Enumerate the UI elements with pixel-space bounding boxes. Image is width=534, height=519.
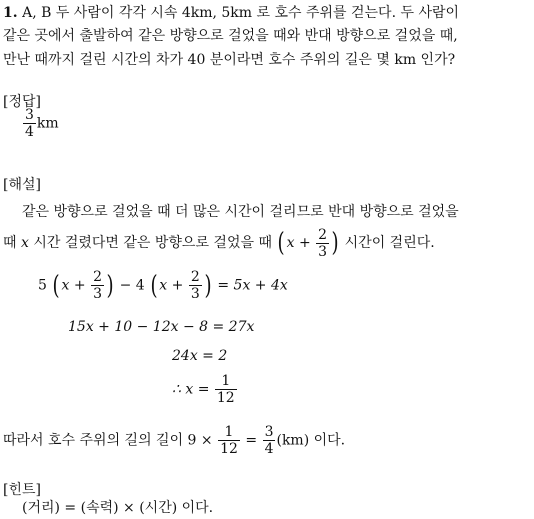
solution-text-2c: 시간이 걸린다. — [344, 235, 435, 251]
equation-3: 24x = 2 — [172, 348, 228, 364]
hint-label: [힌트] — [3, 482, 41, 498]
problem-number: 1. — [3, 5, 18, 21]
answer-value — [22, 108, 59, 139]
two-thirds-fraction: $\frac{2}{3}$ — [318, 226, 328, 260]
problem-line-3: 만난 때까지 걸린 시간의 차가 40 분이라면 호수 주위의 길은 몇 km 인가? — [3, 52, 456, 68]
solution-text-2a: 때 — [3, 235, 17, 251]
solution-text-2b: 시간 걸렸다면 같은 방향으로 걸었을 때 — [33, 235, 272, 251]
equation-1: 5 ( x + $\frac{2}{3}$ ) − 4 ( x + $\frac{2}{3}$ ) = 5x + 4x — [38, 269, 288, 302]
problem-line-2: 같은 곳에서 출발하여 같은 방향으로 걸었을 때와 반대 방향으로 걸었을 때, — [3, 28, 458, 44]
equation-4: ∴ x = $\frac{1}{12}$ — [172, 373, 235, 406]
x-plus: x + — [286, 235, 311, 251]
conclusion-line: 따라서 호수 주위의 길의 길이 9 × $\frac{1}{12}$ = $\frac{3}{4}$ (km) 이다. — [3, 424, 346, 457]
solution-line-2 — [3, 226, 435, 260]
answer-label: [정답] — [3, 94, 41, 110]
problem-text-1: A, B 두 사람이 각각 시속 4km, 5km 로 호수 주위를 걷는다. 두 사람이 — [22, 5, 460, 21]
answer-denominator: 4 — [25, 124, 34, 140]
equation-2: 15x + 10 − 12x − 8 = 27x — [68, 319, 255, 335]
var-x: x — [20, 235, 29, 251]
hint-text: (거리) = (속력) × (시간) 이다. — [22, 500, 214, 516]
problem-line-1 — [3, 3, 459, 23]
paren-expression: ( x + $\frac{2}{3}$ ) — [277, 226, 339, 260]
solution-line-1: 같은 방향으로 걸었을 때 더 많은 시간이 걸리므로 반대 방향으로 걸었을 — [22, 204, 459, 220]
answer-numerator: 3 — [25, 107, 34, 123]
solution-label: [해설] — [3, 177, 41, 193]
answer-unit: km — [36, 115, 59, 132]
answer-fraction — [23, 108, 36, 139]
